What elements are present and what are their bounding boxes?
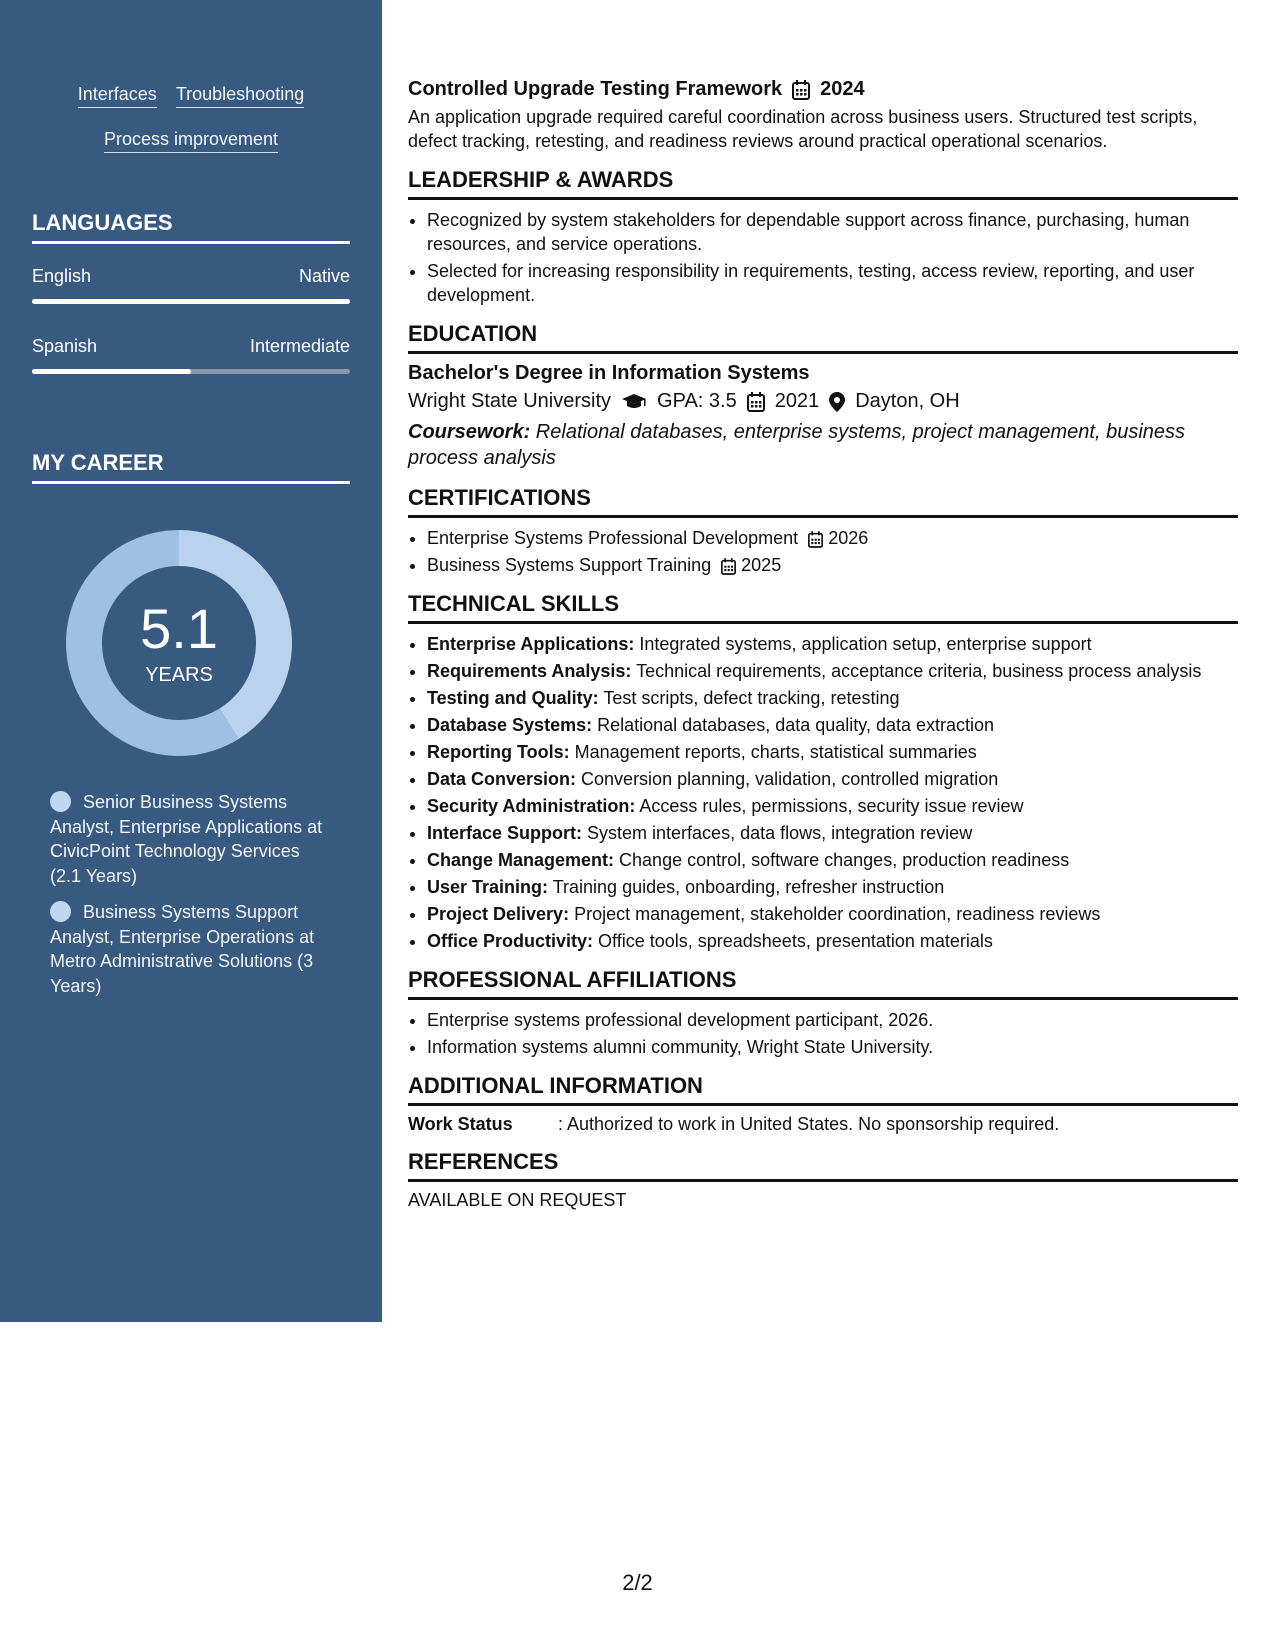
skill-label: Data Conversion: — [427, 769, 577, 789]
career-donut-chart — [66, 530, 292, 756]
language-proficiency-bar — [32, 369, 350, 374]
skill-label: Change Management: — [427, 850, 615, 870]
skill-text: Test scripts, defect tracking, retesting — [598, 688, 900, 708]
skill-label: Interface Support: — [427, 823, 583, 843]
list-item — [427, 875, 1238, 899]
page-number: 2/2 — [622, 1570, 653, 1595]
skill-label: User Training: — [427, 877, 549, 897]
language-proficiency-fill — [32, 299, 350, 304]
certifications-heading: CERTIFICATIONS — [408, 485, 1238, 518]
leadership-heading: LEADERSHIP & AWARDS — [408, 167, 1238, 200]
coursework-text: Relational databases, enterprise systems, project management, business process analysis — [408, 421, 1186, 469]
certifications-list — [408, 526, 1238, 577]
list-item — [427, 713, 1238, 737]
skill-text: Management reports, charts, statistical summaries — [569, 742, 977, 762]
skill-label: Office Productivity: — [427, 931, 594, 951]
skill-text: Integrated systems, application setup, enterprise support — [634, 634, 1092, 654]
list-item — [427, 553, 1238, 577]
language-name: English — [32, 266, 92, 286]
skill-text: System interfaces, data flows, integration review — [582, 823, 973, 843]
skill-label: Reporting Tools: — [427, 742, 570, 762]
skill-text: Relational databases, data quality, data extraction — [592, 715, 995, 735]
language-level: Intermediate — [249, 336, 350, 356]
project-description: An application upgrade required careful coordination across business users. Structured test scripts, defect tracking, retesting, and readiness reviews around practical operational scenarios. — [408, 107, 1198, 151]
list-item: • Information systems alumni community, Wright State University. — [427, 1035, 1238, 1059]
graduation-year: 2021 — [774, 390, 820, 412]
list-item — [427, 686, 1238, 710]
list-item — [427, 929, 1238, 953]
list-item: • Recognized by system stakeholders for dependable support across finance, purchasing, human resources, and service operations. — [427, 208, 1238, 256]
certification-year: 2026 — [828, 528, 869, 548]
list-item — [427, 659, 1238, 683]
graduation-cap-icon — [621, 393, 647, 411]
references-text: AVAILABLE ON REQUEST — [408, 1190, 627, 1210]
calendar-icon — [721, 558, 736, 575]
career-total-unit: YEARS — [145, 664, 213, 686]
languages-heading: LANGUAGES — [32, 210, 350, 244]
project-title: Controlled Upgrade Testing Framework — [408, 78, 783, 100]
additional-info-heading: ADDITIONAL INFORMATION — [408, 1073, 1238, 1106]
project-year: 2024 — [820, 78, 865, 100]
skills-list — [408, 632, 1238, 953]
references-heading: REFERENCES — [408, 1149, 1238, 1182]
language-proficiency-fill — [32, 369, 191, 374]
work-status-row — [408, 1114, 1238, 1135]
project-title-row — [408, 78, 1238, 101]
career-item — [50, 790, 330, 888]
bullet-dot-icon — [50, 901, 71, 922]
sidebar — [0, 0, 382, 1322]
list-item: • Selected for increasing responsibility in requirements, testing, access review, reporting, and user development. — [427, 259, 1238, 307]
list-item — [427, 848, 1238, 872]
education-heading: EDUCATION — [408, 321, 1238, 354]
degree-title: Bachelor's Degree in Information Systems — [408, 362, 810, 384]
career-item-text: Business Systems Support Analyst, Enterprise Operations at Metro Administrative Solutions (3 Years) — [50, 902, 315, 996]
education-meta — [408, 390, 1238, 413]
main-content — [408, 78, 1238, 1211]
list-item — [427, 821, 1238, 845]
work-status-value: : Authorized to work in United States. No sponsorship required. — [558, 1114, 1060, 1134]
calendar-icon — [747, 392, 765, 412]
certification-year: 2025 — [741, 555, 782, 575]
skill-label: Enterprise Applications: — [427, 634, 635, 654]
calendar-icon — [808, 531, 823, 548]
skill-text: Project management, stakeholder coordination, readiness reviews — [569, 904, 1101, 924]
language-level: Native — [298, 266, 350, 286]
language-name: Spanish — [32, 336, 98, 356]
career-total-value: 5.1 — [140, 597, 218, 660]
coursework-label: Coursework: — [408, 421, 531, 443]
language-spanish — [32, 336, 350, 374]
skill-tag: Troubleshooting — [176, 84, 304, 108]
skill-text: Technical requirements, acceptance criteria, business process analysis — [631, 661, 1202, 681]
calendar-icon — [792, 80, 810, 100]
skill-label: Project Delivery: — [427, 904, 570, 924]
certification-name: Business Systems Support Training — [427, 555, 712, 575]
affiliations-list — [408, 1008, 1238, 1059]
skill-label: Database Systems: — [427, 715, 593, 735]
school-location: Dayton, OH — [855, 390, 960, 412]
list-item — [427, 794, 1238, 818]
skill-tag: Interfaces — [78, 84, 157, 108]
list-item — [427, 767, 1238, 791]
skill-text: Office tools, spreadsheets, presentation materials — [593, 931, 993, 951]
affiliations-heading: PROFESSIONAL AFFILIATIONS — [408, 967, 1238, 1000]
coursework — [408, 419, 1238, 471]
career-list — [50, 790, 330, 1010]
certification-name: Enterprise Systems Professional Development — [427, 528, 799, 548]
work-status-label: Work Status — [408, 1114, 513, 1134]
skill-tag: Process improvement — [104, 129, 278, 153]
language-english — [32, 266, 350, 304]
skill-tags — [0, 84, 382, 174]
skill-text: Change control, software changes, production readiness — [614, 850, 1070, 870]
school-name: Wright State University — [408, 390, 612, 412]
list-item — [427, 902, 1238, 926]
skill-label: Security Administration: — [427, 796, 636, 816]
skill-text: Training guides, onboarding, refresher instruction — [548, 877, 945, 897]
technical-skills-heading: TECHNICAL SKILLS — [408, 591, 1238, 624]
skill-label: Requirements Analysis: — [427, 661, 632, 681]
list-item — [427, 740, 1238, 764]
skill-text: Access rules, permissions, security issue review — [635, 796, 1024, 816]
list-item — [427, 632, 1238, 656]
bullet-dot-icon — [50, 791, 71, 812]
language-proficiency-bar — [32, 299, 350, 304]
gpa: GPA: 3.5 — [657, 390, 737, 412]
list-item — [427, 526, 1238, 550]
career-heading: MY CAREER — [32, 450, 350, 484]
location-pin-icon — [829, 392, 845, 412]
skill-label: Testing and Quality: — [427, 688, 599, 708]
career-item — [50, 900, 330, 998]
career-item-text: Senior Business Systems Analyst, Enterprise Applications at CivicPoint Technology Services (2.1 Years) — [50, 792, 323, 886]
skill-text: Conversion planning, validation, controlled migration — [576, 769, 999, 789]
leadership-list — [408, 208, 1238, 307]
list-item: • Enterprise systems professional development participant, 2026. — [427, 1008, 1238, 1032]
